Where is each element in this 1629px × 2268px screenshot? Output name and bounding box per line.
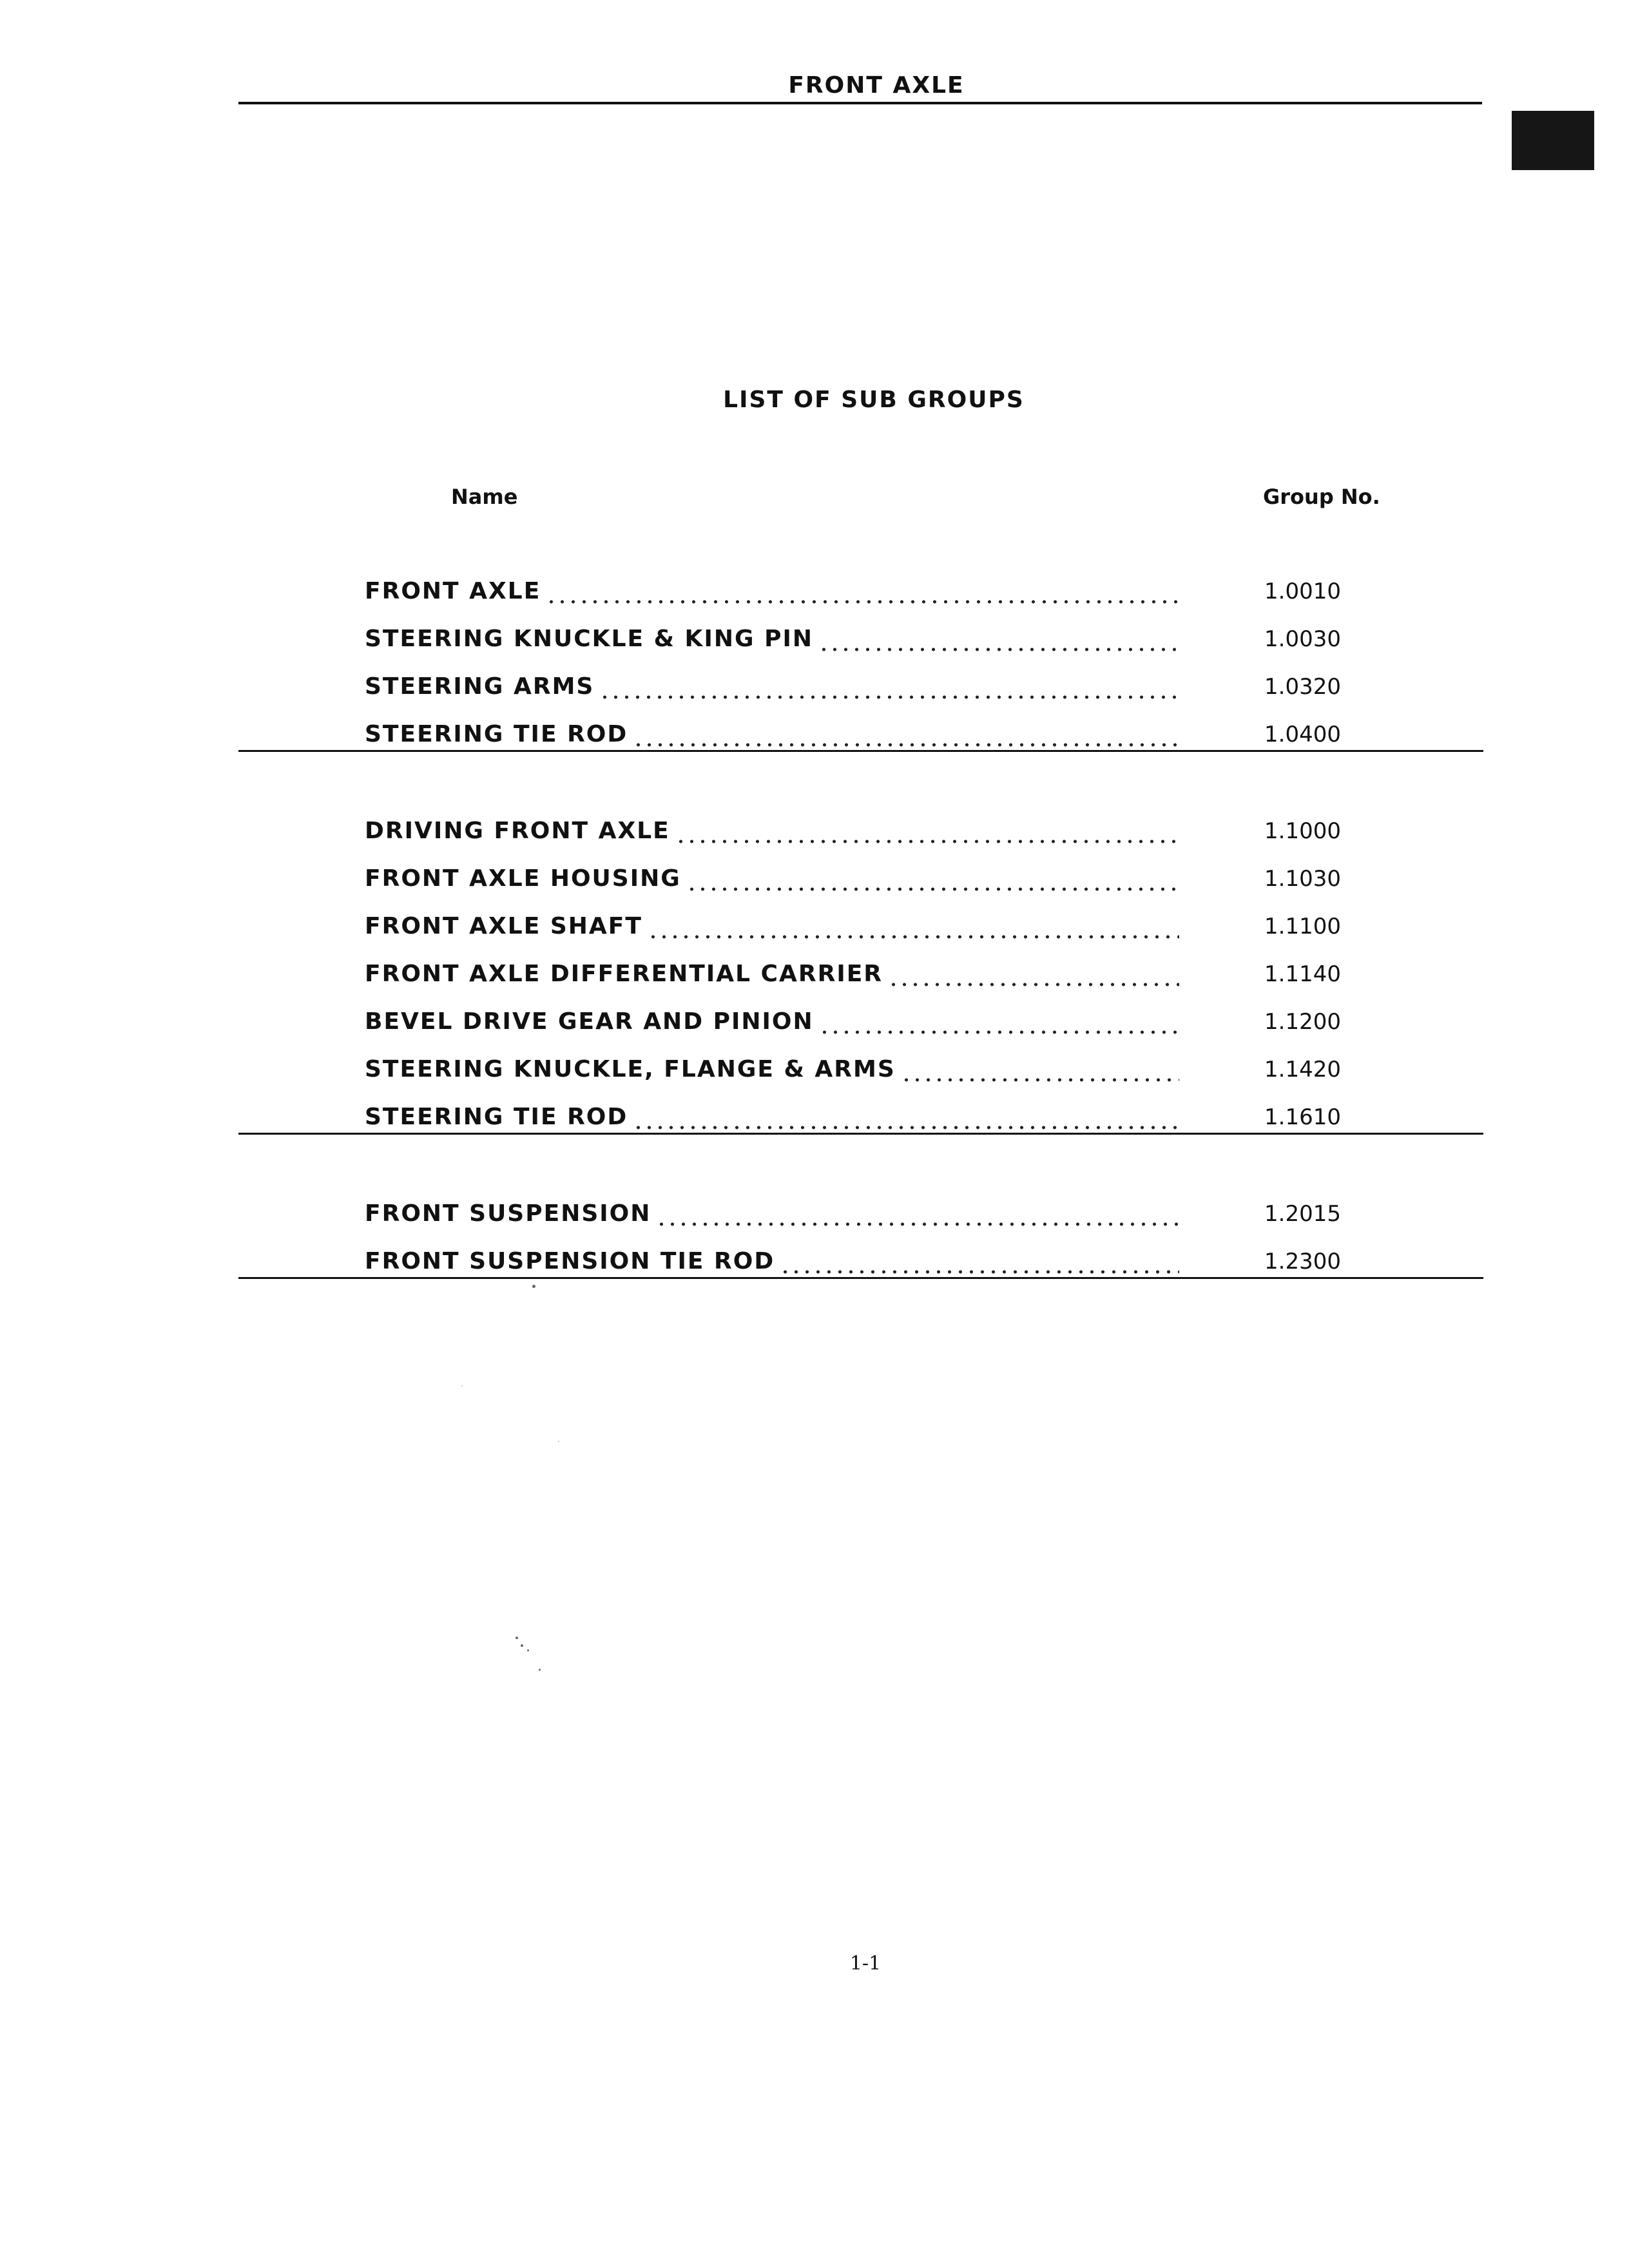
list-item [365,1052,1370,1082]
list-item [365,716,1370,747]
group-number: 1.1200 [1264,1009,1341,1035]
list-item [365,861,1370,892]
subgroup-name: STEERING ARMS [365,673,595,700]
group-number: 1.1140 [1264,961,1341,987]
list-item [365,1099,1370,1130]
list-item [365,669,1370,700]
subgroup-name: STEERING TIE ROD [365,721,628,747]
group-number: 1.0320 [1264,674,1341,700]
header-rule [238,102,1482,104]
dot-leader [780,1249,1179,1274]
subgroup-name: STEERING TIE ROD [365,1104,628,1130]
group-number: 1.1100 [1264,914,1341,939]
dot-leader [686,866,1179,892]
subgroup-name: FRONT SUSPENSION [365,1200,651,1227]
subgroup-name: BEVEL DRIVE GEAR AND PINION [365,1008,814,1035]
group-number: 1.0010 [1264,579,1341,604]
group-number: 1.2300 [1264,1249,1341,1274]
list-item [365,621,1370,652]
list-item [365,1244,1370,1274]
section-rule [238,1133,1483,1135]
subgroup-name: FRONT SUSPENSION TIE ROD [365,1248,775,1274]
scan-speck [558,1441,559,1442]
dot-leader [888,961,1179,987]
page-number: 1-1 [849,1952,882,1975]
column-header-name: Name [451,485,518,509]
group-number: 1.0030 [1264,626,1341,652]
subgroup-name: DRIVING FRONT AXLE [365,818,670,844]
list-item [365,956,1370,987]
group-number: 1.1000 [1264,818,1341,844]
subgroup-name: FRONT AXLE [365,578,541,604]
section-rule [238,1277,1483,1279]
group-number: 1.0400 [1264,722,1341,747]
scan-speck [532,1285,535,1288]
list-heading: LIST OF SUB GROUPS [723,387,1025,413]
subgroup-name: FRONT AXLE SHAFT [365,913,642,939]
dot-leader [901,1057,1179,1082]
header-title: FRONT AXLE [788,72,965,99]
subgroup-name: FRONT AXLE DIFFERENTIAL CARRIER [365,961,883,987]
section-rule [238,750,1483,752]
subgroup-name: FRONT AXLE HOUSING [365,865,681,892]
list-item [365,1004,1370,1035]
column-header-group-no: Group No. [1263,485,1380,509]
group-number: 1.1030 [1264,866,1341,892]
dot-leader [648,914,1179,939]
group-number: 1.2015 [1264,1201,1341,1227]
dot-leader [633,722,1179,747]
scan-speck [539,1669,541,1671]
scan-speck [516,1637,518,1639]
subgroup-name: STEERING KNUCKLE & KING PIN [365,626,813,652]
group-number: 1.1420 [1264,1057,1341,1082]
section-tab-marker [1512,111,1594,170]
dot-leader [599,674,1179,700]
scan-speck [527,1649,529,1651]
list-item [365,1196,1370,1227]
dot-leader [818,626,1179,652]
scan-speck [461,1385,463,1387]
scan-speck [521,1644,523,1647]
list-item [365,908,1370,939]
list-item [365,573,1370,604]
dot-leader [656,1201,1179,1227]
dot-leader [546,579,1179,604]
dot-leader [675,818,1179,844]
group-number: 1.1610 [1264,1104,1341,1130]
dot-leader [633,1104,1179,1130]
dot-leader [819,1009,1179,1035]
subgroup-name: STEERING KNUCKLE, FLANGE & ARMS [365,1056,896,1082]
list-item [365,813,1370,844]
